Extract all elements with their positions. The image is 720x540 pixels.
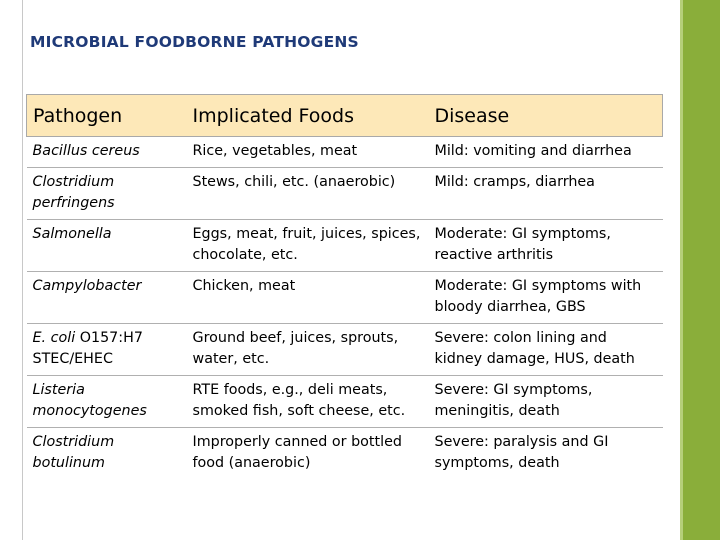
pathogen-cell: [27, 428, 187, 480]
pathogen-table: [26, 94, 663, 479]
disease-cell: Moderate: GI symptoms, reactive arthritis: [429, 220, 663, 272]
pathogen-suffix: O157:H7 STEC/EHEC: [32, 330, 143, 367]
pathogen-name: Clostridium botulinum: [32, 434, 115, 471]
disease-cell: Severe: colon lining and kidney damage, HUS, death: [429, 324, 663, 376]
green-accent-band: [680, 0, 720, 540]
pathogen-cell: [27, 220, 187, 272]
table-row: [27, 272, 663, 324]
foods-cell: Improperly canned or bottled food (anaerobic): [187, 428, 429, 480]
disease-cell: Mild: cramps, diarrhea: [429, 168, 663, 220]
table-row: [27, 137, 663, 168]
header-disease: Disease: [429, 95, 663, 137]
disease-cell: Moderate: GI symptoms with bloody diarrhea, GBS: [429, 272, 663, 324]
foods-cell: Rice, vegetables, meat: [187, 137, 429, 168]
disease-cell: Severe: GI symptoms, meningitis, death: [429, 376, 663, 428]
table-row: [27, 376, 663, 428]
header-implicated-foods: Implicated Foods: [187, 95, 429, 137]
foods-cell: RTE foods, e.g., deli meats, smoked fish, soft cheese, etc.: [187, 376, 429, 428]
foods-cell: Chicken, meat: [187, 272, 429, 324]
disease-cell: Mild: vomiting and diarrhea: [429, 137, 663, 168]
table-row: [27, 220, 663, 272]
left-margin-rule: [22, 0, 23, 540]
pathogen-name: Listeria monocytogenes: [32, 382, 147, 419]
slide-title: MICROBIAL FOODBORNE PATHOGENS: [30, 33, 359, 51]
foods-cell: Eggs, meat, fruit, juices, spices, chocolate, etc.: [187, 220, 429, 272]
pathogen-cell: [27, 324, 187, 376]
pathogen-name: Salmonella: [32, 226, 112, 242]
table-row: [27, 324, 663, 376]
pathogen-name: Campylobacter: [32, 278, 142, 294]
disease-cell: Severe: paralysis and GI symptoms, death: [429, 428, 663, 480]
pathogen-cell: [27, 137, 187, 168]
pathogen-cell: [27, 376, 187, 428]
pathogen-name: E. coli: [32, 330, 76, 346]
pathogen-cell: [27, 168, 187, 220]
table-row: [27, 428, 663, 480]
pathogen-cell: [27, 272, 187, 324]
pathogen-name: Clostridium perfringens: [32, 174, 115, 211]
pathogen-name: Bacillus cereus: [32, 143, 140, 159]
foods-cell: Stews, chili, etc. (anaerobic): [187, 168, 429, 220]
header-row: [27, 95, 663, 137]
table-row: [27, 168, 663, 220]
foods-cell: Ground beef, juices, sprouts, water, etc.: [187, 324, 429, 376]
header-pathogen: Pathogen: [27, 95, 187, 137]
accent-band-highlight: [680, 0, 683, 540]
